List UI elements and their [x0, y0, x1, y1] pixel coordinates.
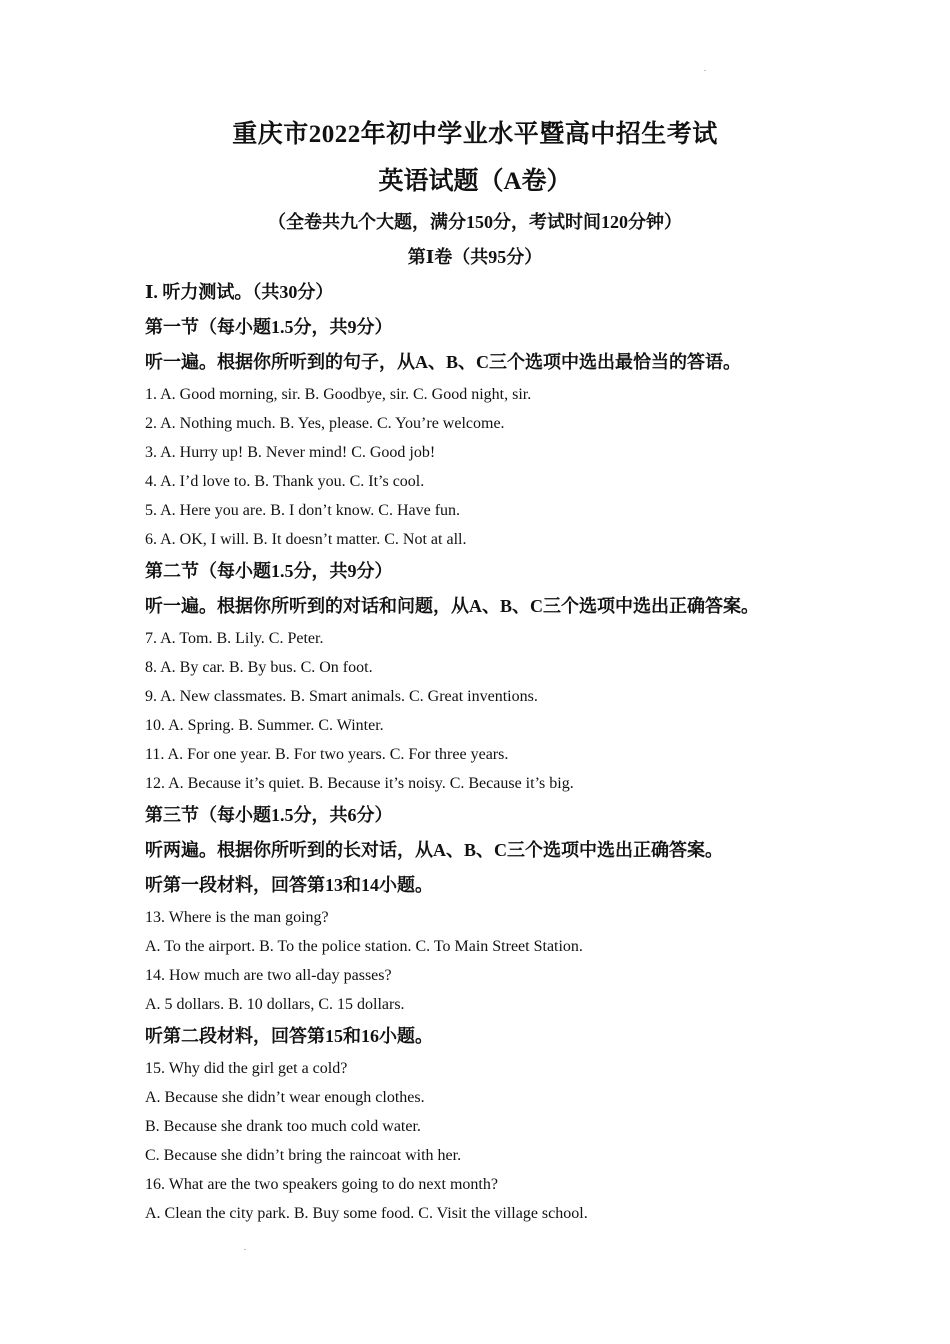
- exam-subtitle: 英语试题（A卷）: [378, 168, 572, 195]
- question-line: A. Clean the city park. B. Buy some food. C. Visit the village school.: [145, 1205, 588, 1222]
- section-heading: 听一遍。根据你所听到的句子，从A、B、C三个选项中选出最恰当的答语。: [145, 352, 742, 372]
- question-line: 6. A. OK, I will. B. It doesn’t matter. C. Not at all.: [145, 531, 467, 548]
- section-heading: 第一节（每小题1.5分，共9分）: [145, 317, 393, 337]
- section-heading: 听两遍。根据你所听到的长对话，从A、B、C三个选项中选出正确答案。: [145, 840, 724, 860]
- question-line: 14. How much are two all-day passes?: [145, 967, 392, 984]
- question-line: A. Because she didn’t wear enough clothes.: [145, 1089, 425, 1106]
- section-heading: 第二节（每小题1.5分，共9分）: [145, 561, 393, 581]
- question-line: 15. Why did the girl get a cold?: [145, 1060, 348, 1077]
- question-line: A. To the airport. B. To the police station. C. To Main Street Station.: [145, 938, 583, 955]
- question-line: 11. A. For one year. B. For two years. C. For three years.: [145, 746, 509, 763]
- exam-title: 重庆市2022年初中学业水平暨高中招生考试: [232, 121, 718, 148]
- question-line: 4. A. I’d love to. B. Thank you. C. It’s cool.: [145, 473, 425, 490]
- question-line: B. Because she drank too much cold water.: [145, 1118, 421, 1135]
- question-line: 10. A. Spring. B. Summer. C. Winter.: [145, 717, 384, 734]
- part-heading: 第Ⅰ卷（共95分）: [407, 247, 543, 267]
- question-line: 9. A. New classmates. B. Smart animals. C. Great inventions.: [145, 688, 538, 705]
- section-heading: 听第一段材料，回答第13和14小题。: [145, 875, 433, 895]
- scan-speck: [704, 70, 706, 71]
- question-line: 7. A. Tom. B. Lily. C. Peter.: [145, 630, 324, 647]
- question-line: 8. A. By car. B. By bus. C. On foot.: [145, 659, 373, 676]
- section-heading: 第三节（每小题1.5分，共6分）: [145, 805, 393, 825]
- question-line: 13. Where is the man going?: [145, 909, 329, 926]
- question-line: 12. A. Because it’s quiet. B. Because it’s noisy. C. Because it’s big.: [145, 775, 574, 792]
- question-line: 5. A. Here you are. B. I don’t know. C. Have fun.: [145, 502, 461, 519]
- section-heading: 听一遍。根据你所听到的对话和问题，从A、B、C三个选项中选出正确答案。: [145, 596, 760, 616]
- section-heading: 听第二段材料，回答第15和16小题。: [145, 1026, 433, 1046]
- question-line: 3. A. Hurry up! B. Never mind! C. Good job!: [145, 444, 436, 461]
- question-line: 16. What are the two speakers going to do next month?: [145, 1176, 498, 1193]
- exam-content: [145, 275, 845, 1228]
- exam-note: （全卷共九个大题，满分150分，考试时间120分钟）: [268, 212, 682, 232]
- question-line: 1. A. Good morning, sir. B. Goodbye, sir. C. Good night, sir.: [145, 386, 532, 403]
- question-line: A. 5 dollars. B. 10 dollars, C. 15 dollars.: [145, 996, 405, 1013]
- question-line: C. Because she didn’t bring the raincoat with her.: [145, 1147, 462, 1164]
- question-line: 2. A. Nothing much. B. Yes, please. C. You’re welcome.: [145, 415, 505, 432]
- scan-speck: [244, 1249, 246, 1250]
- section-heading: Ⅰ. 听力测试。（共30分）: [145, 282, 334, 302]
